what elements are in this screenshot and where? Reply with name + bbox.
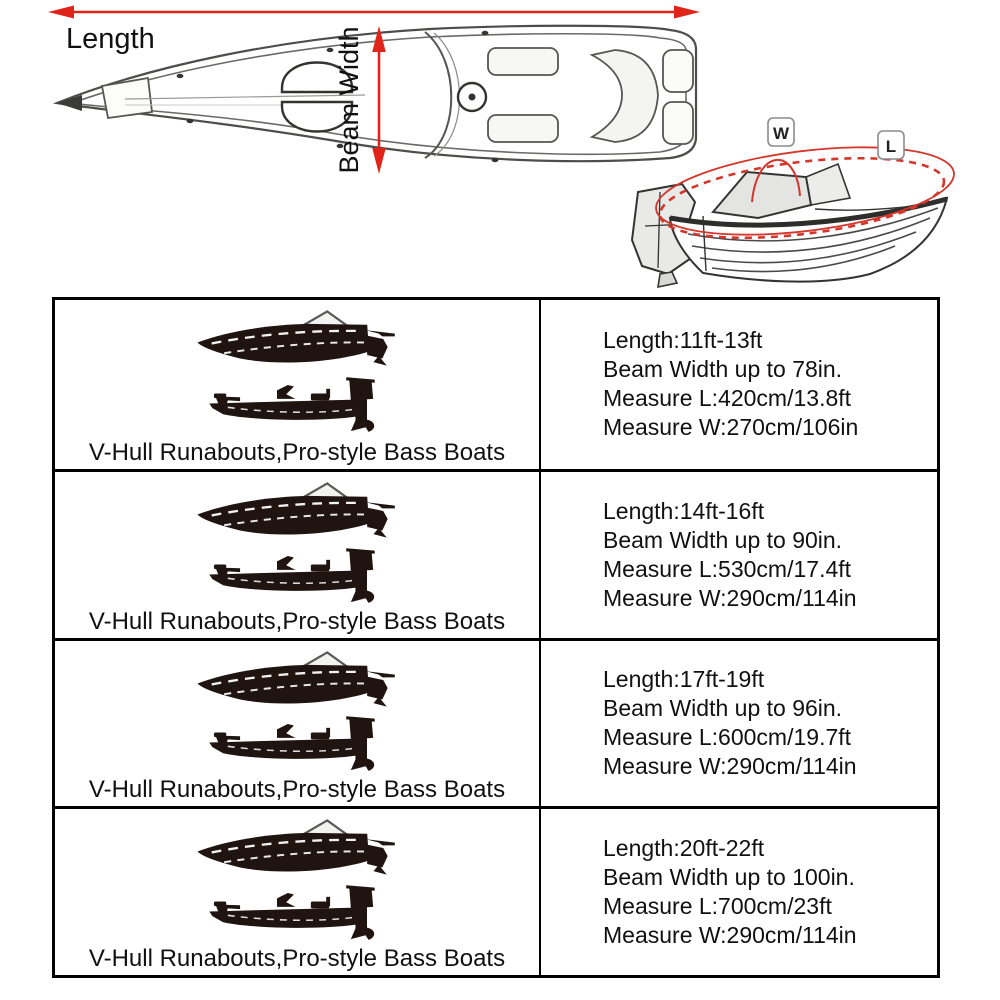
measure-w-spec: Measure W:290cm/114in [603,922,857,949]
table-row [55,300,937,469]
boat-types-caption: V-Hull Runabouts,Pro-style Bass Boats [88,945,506,972]
bassboat-silhouette [191,546,403,606]
table-row [55,469,937,638]
size-specs-cell [541,809,937,975]
measure-w-spec: Measure W:290cm/114in [603,753,857,780]
length-label: Length [66,23,155,55]
bassboat-silhouette [191,375,403,435]
length-spec: Length:11ft-13ft [603,327,763,354]
measure-l-spec: Measure L:600cm/19.7ft [603,724,852,751]
boat-types-cell [55,472,541,638]
bassboat-silhouette [191,714,403,774]
measure-l-spec: Measure L:700cm/23ft [603,893,832,920]
speedboat-silhouette [183,307,411,371]
table-row [55,806,937,975]
boat-types-cell [55,641,541,807]
measure-l-spec: Measure L:420cm/13.8ft [603,385,852,412]
bassboat-silhouette [191,883,403,943]
w-badge [768,118,794,146]
boat-types-caption: V-Hull Runabouts,Pro-style Bass Boats [88,438,506,466]
size-specs-cell [541,472,937,638]
covered-boat-diagram [600,106,998,292]
length-spec: Length:20ft-22ft [603,835,765,862]
speedboat-silhouette [183,648,411,712]
l-badge [878,131,904,159]
length-arrow [48,6,700,19]
beam-width-spec: Beam Width up to 90in. [603,526,843,553]
size-specs-cell [541,641,937,807]
measure-w-spec: Measure W:290cm/114in [603,584,857,611]
svg-text:W: W [772,124,790,143]
speedboat-silhouette [183,479,411,543]
measure-l-spec: Measure L:530cm/17.4ft [603,555,852,582]
size-table [52,297,940,978]
boat-types-cell [55,809,541,975]
boat-types-caption: V-Hull Runabouts,Pro-style Bass Boats [88,607,506,635]
covered-hull-drawing [670,198,947,282]
beam-width-spec: Beam Width up to 100in. [603,864,855,891]
speedboat-silhouette [183,816,411,880]
length-spec: Length:17ft-19ft [603,666,765,693]
boat-types-caption: V-Hull Runabouts,Pro-style Bass Boats [88,776,506,804]
svg-text:L: L [885,137,897,156]
table-row [55,638,937,807]
size-specs-cell [541,300,937,469]
beam-width-spec: Beam Width up to 78in. [603,356,843,383]
beam-width-spec: Beam Width up to 96in. [603,695,843,722]
measure-w-spec: Measure W:270cm/106in [603,414,859,441]
boat-types-cell [55,300,541,469]
beam-width-label: Beam Width [334,26,364,174]
length-spec: Length:14ft-16ft [603,497,765,524]
